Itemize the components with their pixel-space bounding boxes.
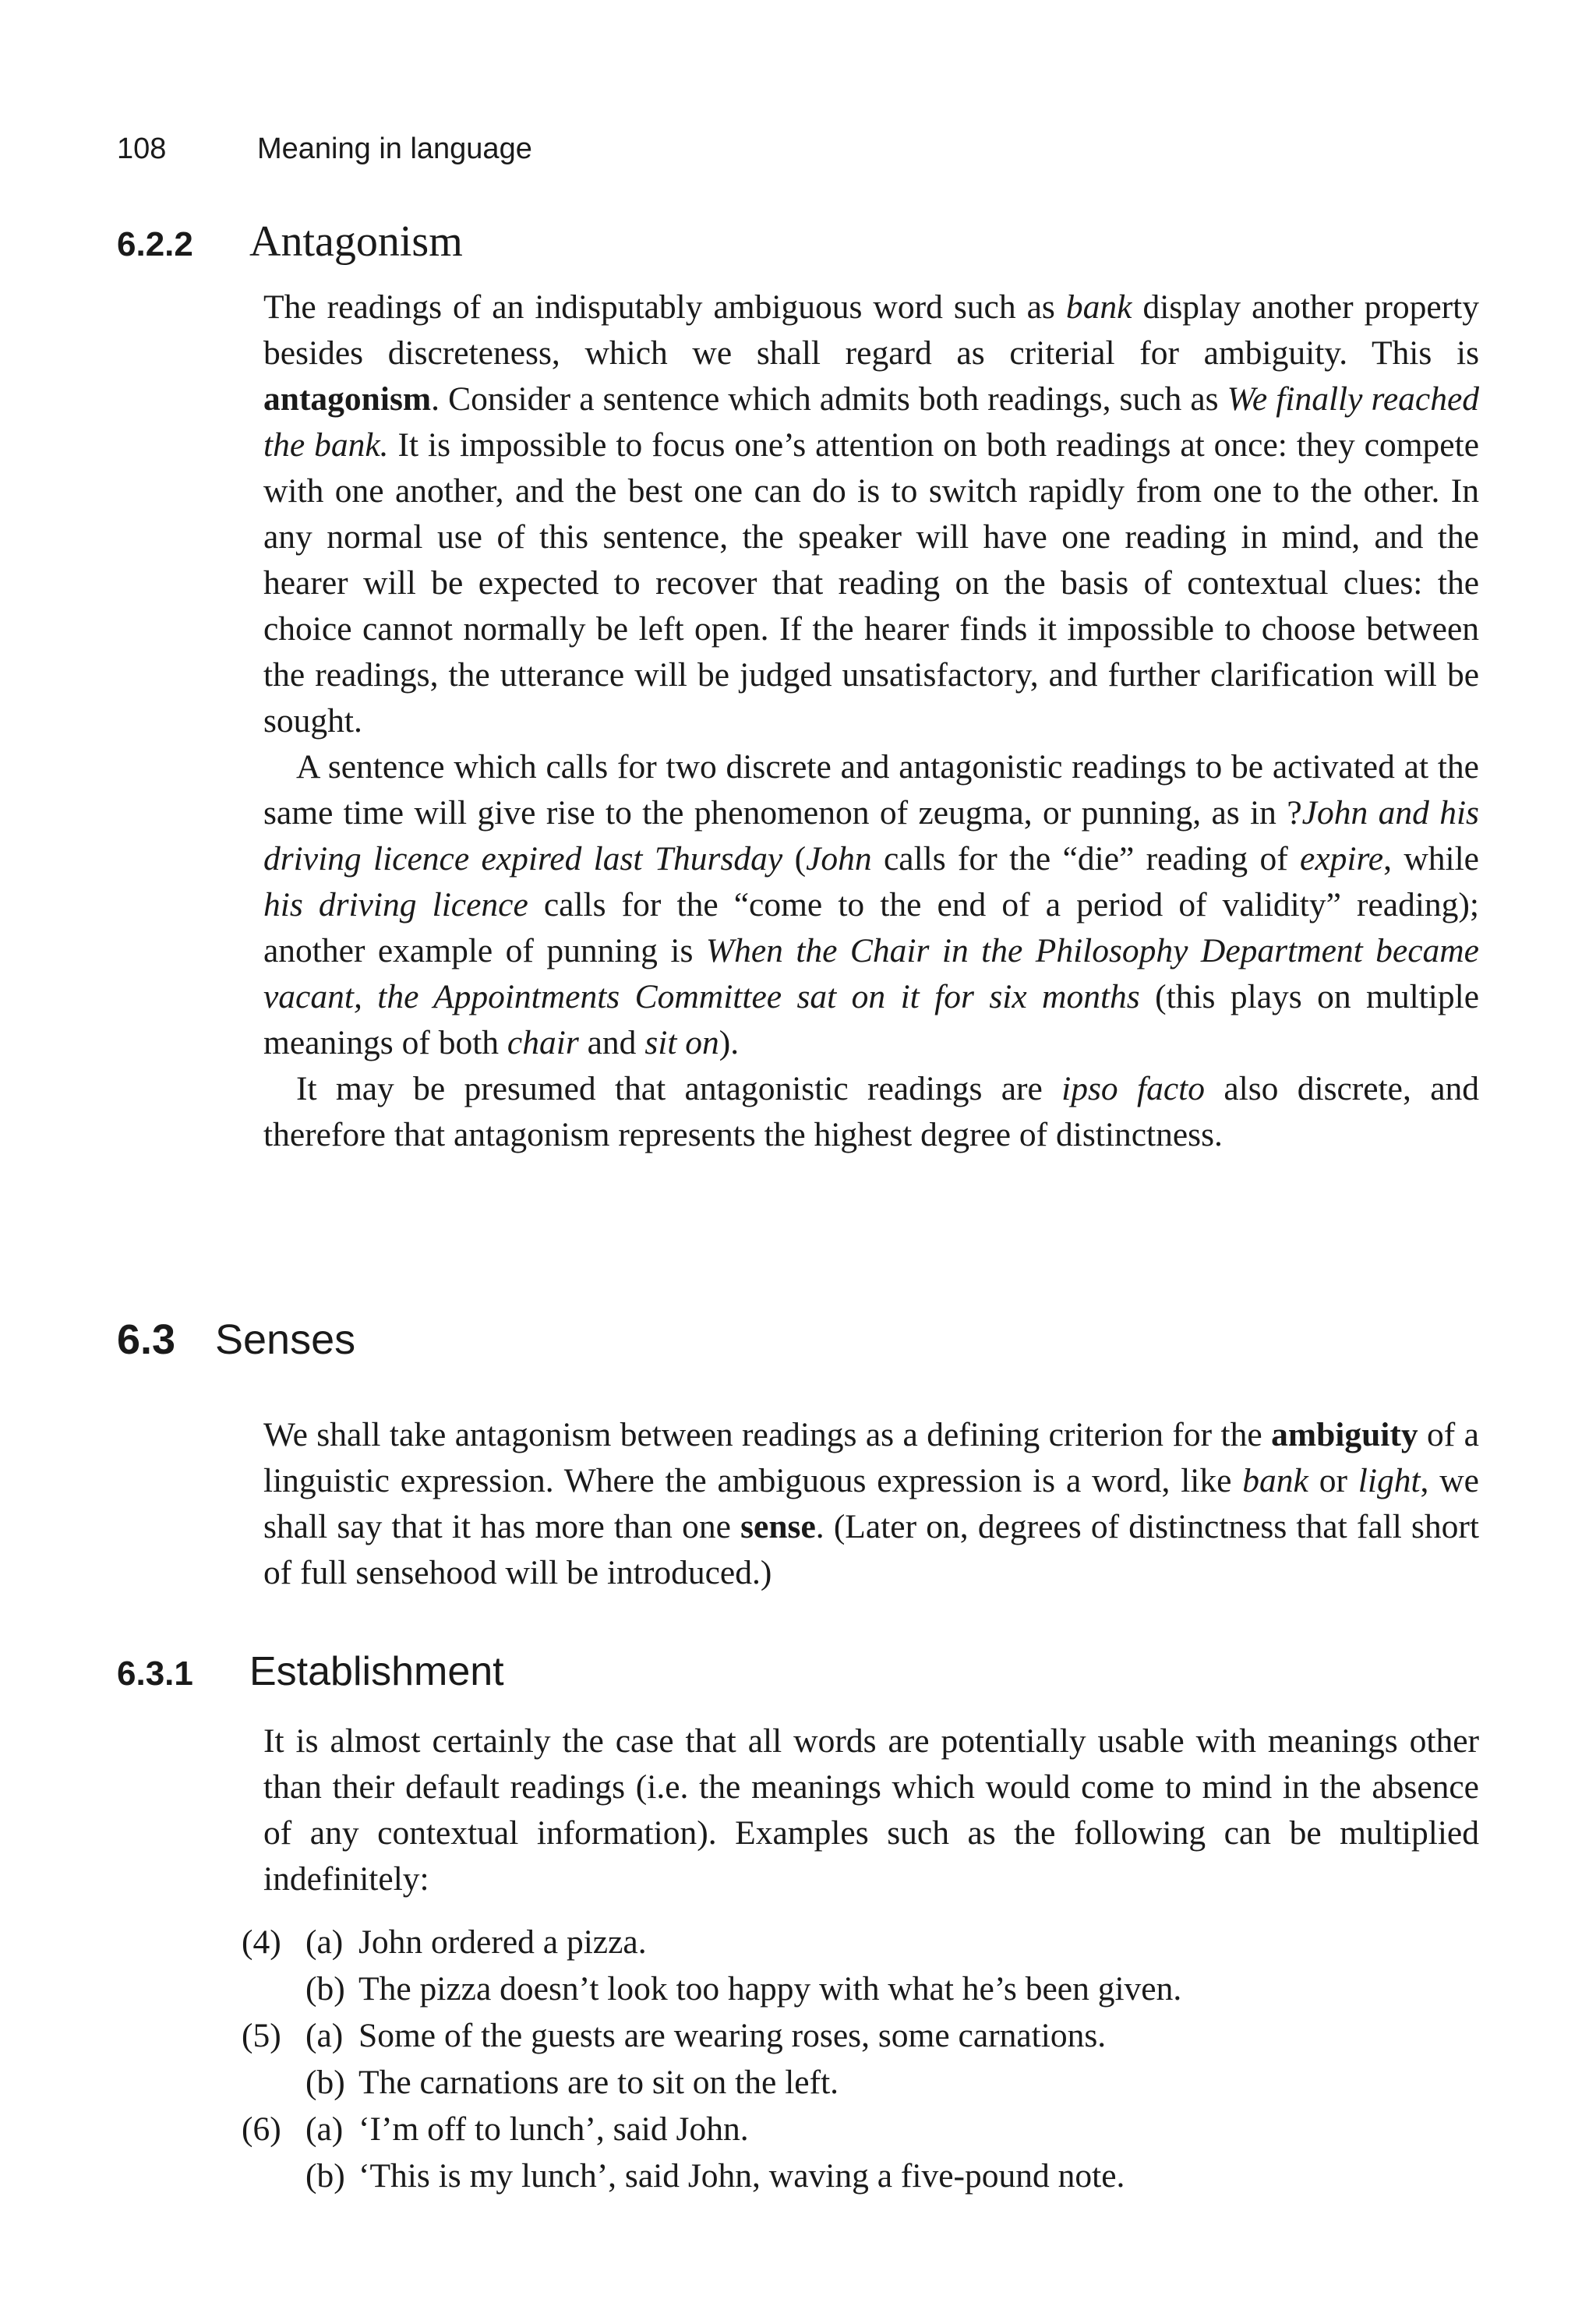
- italic-example: We finally reached the bank.: [263, 380, 1479, 464]
- example-text: The pizza doesn’t look too happy with what he’s been given.: [358, 1970, 1182, 2008]
- section-6-3-1-body: [263, 1718, 1479, 1902]
- italic-example: When the Chair in the Philosophy Department became vacant, the Appointments Committee sat on it for six months: [263, 932, 1479, 1015]
- bold-term: antagonism: [263, 380, 432, 418]
- section-heading-6-2-2: [117, 217, 463, 267]
- example-letter: (a): [305, 2017, 344, 2054]
- paragraph: A sentence which calls for two discrete and antagonistic readings to be activated at the same time will give rise to the phenomenon of zeugma, or punning, as in ?John and his driving licence expired last Thursday (John calls for the “die” reading of expire, while his driving licence calls for the “come to the end of a period of validity” reading); another example of punning is When the Chair in the Philosophy Department became vacant, the Appointments Committee sat on it for six months (this plays on multiple meanings of both chair and sit on).: [263, 748, 1479, 1061]
- example-text: ‘I’m off to lunch’, said John.: [358, 2110, 749, 2148]
- example-letter: (b): [305, 2157, 345, 2195]
- example-text: ‘This is my lunch’, said John, waving a five-pound note.: [358, 2157, 1125, 2195]
- example-number: (5): [242, 2017, 281, 2054]
- italic-term: John: [806, 840, 872, 878]
- examples-list: [242, 1919, 1457, 2199]
- section-title: Establishment: [249, 1649, 504, 1694]
- example-line: [242, 2106, 1457, 2152]
- italic-term: his driving licence: [263, 886, 528, 923]
- example-letter: (a): [305, 1923, 344, 1961]
- section-number: 6.3.1: [117, 1655, 193, 1693]
- example-line: [242, 1919, 1457, 1965]
- section-title: Antagonism: [249, 217, 463, 266]
- section-6-3-body: [263, 1412, 1479, 1596]
- italic-term: chair: [507, 1024, 579, 1061]
- italic-term: expire: [1300, 840, 1384, 878]
- paragraph: The readings of an indisputably ambiguous word such as bank display another property besides discreteness, which we shall regard as criterial for ambiguity. This is antagonism. Consider a sentence which admits both readings, such as We finally reached the bank. It is impossible to focus one’s attention on both readings at once: they compete with one another, and the best one can do is to switch rapidly from one to the other. In any normal use of this sentence, the speaker will have one reading in mind, and the hearer will be expected to recover that reading on the basis of contextual clues: the choice cannot normally be left open. If the hearer finds it impossible to choose between the readings, the utterance will be judged unsatisfactory, and further clarification will be sought.: [263, 288, 1479, 740]
- example-text: John ordered a pizza.: [358, 1923, 647, 1961]
- running-head: [117, 132, 532, 166]
- example-text: The carnations are to sit on the left.: [358, 2064, 839, 2101]
- running-head-title: Meaning in language: [257, 132, 532, 165]
- page-number: 108: [117, 132, 167, 165]
- bold-term: ambiguity: [1271, 1416, 1418, 1453]
- section-number: 6.2.2: [117, 225, 193, 263]
- italic-term: ipso facto: [1061, 1070, 1205, 1107]
- example-line: [242, 2012, 1457, 2059]
- italic-term: bank: [1242, 1462, 1308, 1499]
- section-6-2-2-body: [263, 284, 1479, 1158]
- example-letter: (b): [305, 1970, 345, 2008]
- example-number: (6): [242, 2110, 281, 2148]
- italic-term: light: [1358, 1462, 1421, 1499]
- example-line: [242, 2059, 1457, 2106]
- paragraph: It is almost certainly the case that all words are potentially usable with meanings other than their default readings (i.e. the meanings which would come to mind in the absence of any contextual information). Examples such as the following can be multiplied indefinitely:: [263, 1722, 1479, 1898]
- example-letter: (a): [305, 2110, 344, 2148]
- italic-term: sit on: [644, 1024, 719, 1061]
- example-line: [242, 2152, 1457, 2199]
- section-heading-6-3-1: [117, 1648, 504, 1695]
- italic-example: John and his driving licence expired last Thursday: [263, 794, 1479, 878]
- section-title: Senses: [215, 1316, 356, 1363]
- example-line: [242, 1965, 1457, 2012]
- example-letter: (b): [305, 2064, 345, 2101]
- example-text: Some of the guests are wearing roses, some carnations.: [358, 2017, 1107, 2054]
- section-number: 6.3: [117, 1316, 176, 1363]
- example-number: (4): [242, 1923, 281, 1961]
- section-heading-6-3: [117, 1315, 355, 1364]
- bold-term: sense: [740, 1508, 816, 1545]
- paragraph: It may be presumed that antagonistic readings are ipso facto also discrete, and therefore that antagonism represents the highest degree of distinctness.: [263, 1070, 1480, 1153]
- italic-term: bank: [1065, 288, 1132, 326]
- paragraph: We shall take antagonism between readings as a defining criterion for the ambiguity of a linguistic expression. Where the ambiguous expression is a word, like bank or light, we shall say that it has more than one sense. (Later on, degrees of distinctness that fall short of full sensehood will be introduced.): [263, 1416, 1479, 1591]
